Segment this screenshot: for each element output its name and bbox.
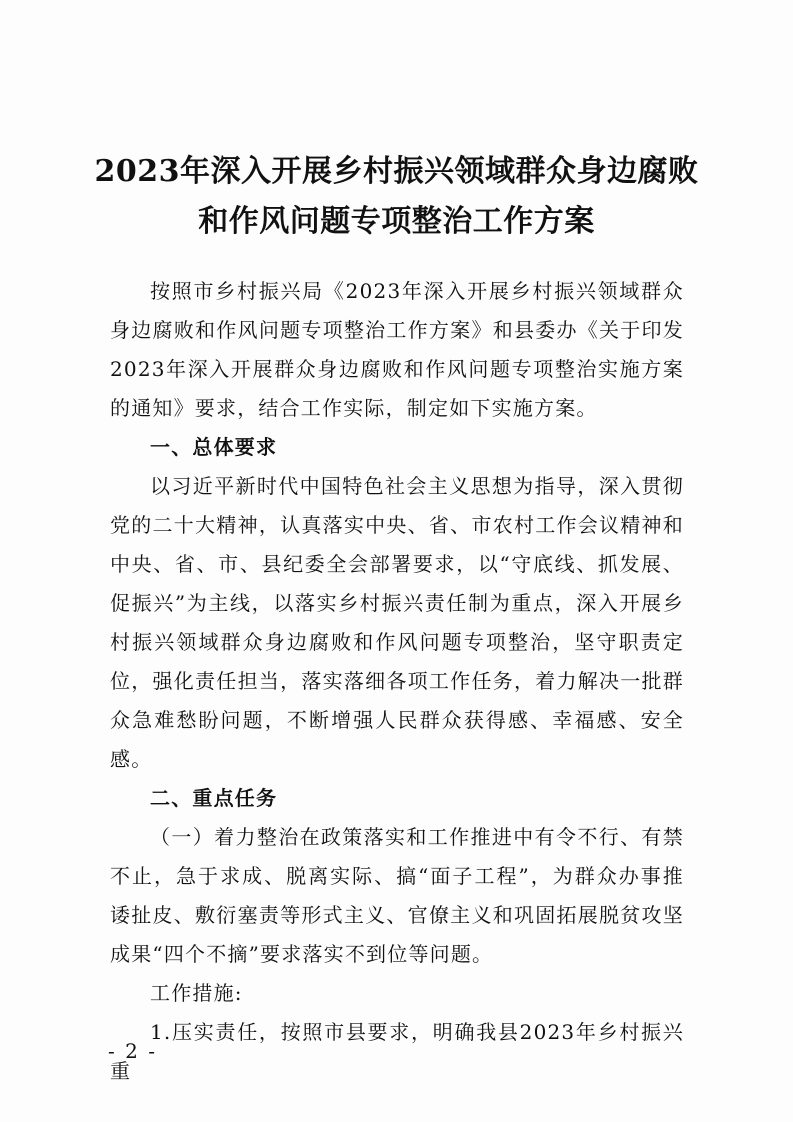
page-number: - 2 -	[108, 1039, 157, 1063]
task-1-paragraph: （一）着力整治在政策落实和工作推进中有令不行、有禁不止，急于求成、脱离实际、搞“面子工程”，为群众办事推诿扯皮、敷衍塞责等形式主义、官僚主义和巩固拓展脱贫攻坚成果“四个不摘”要求落实不到位等问题。	[110, 825, 684, 966]
measures-label: 工作措施:	[150, 981, 243, 1005]
document-title-line-1: 2023年深入开展乡村振兴领域群众身边腐败	[94, 154, 699, 189]
section-heading-key-tasks: 二、重点任务	[150, 786, 278, 810]
general-requirements-paragraph: 以习近平新时代中国特色社会主义思想为指导，深入贯彻党的二十大精神，认真落实中央、省、市农村工作会议精神和中央、省、市、县纪委全会部署要求，以“守底线、抓发展、促振兴”为主线，以落实乡村振兴责任制为重点，深入开展乡村振兴领域群众身边腐败和作风问题专项整治，坚守职责定位，强化责任担当，落实落细各项工作任务，着力解决一批群众急难愁盼问题，不断增强人民群众获得感、幸福感、安全感。	[110, 474, 684, 771]
intro-paragraph: 按照市乡村振兴局《2023年深入开展乡村振兴领域群众身边腐败和作风问题专项整治工作方案》和县委办《关于印发2023年深入开展群众身边腐败和作风问题专项整治实施方案的通知》要求，结合工作实际，制定如下实施方案。	[110, 279, 684, 420]
section-heading-general-requirements: 一、总体要求	[150, 435, 278, 459]
document-title-line-2: 和作风问题专项整治工作方案	[198, 204, 595, 239]
document-body	[110, 272, 684, 1091]
measure-1-paragraph: 1.压实责任，按照市县要求，明确我县2023年乡村振兴重	[110, 1020, 684, 1083]
